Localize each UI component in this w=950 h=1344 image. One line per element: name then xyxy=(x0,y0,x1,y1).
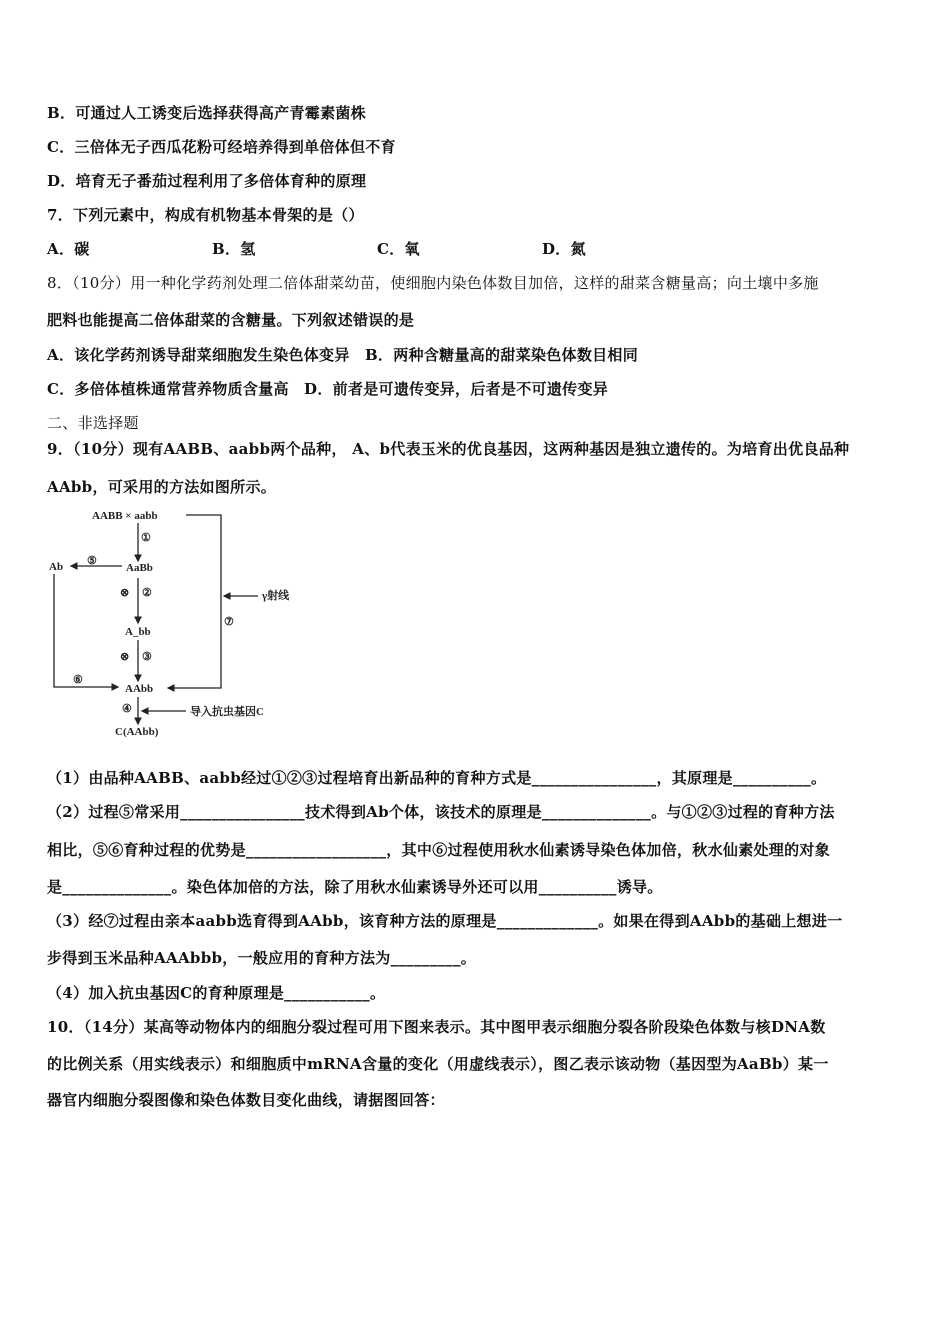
q9-part3-line2: 步得到玉米品种AAAbbb，一般应用的育种方法为_________。 xyxy=(47,949,477,967)
q8-stem-line2: 肥料也能提高二倍体甜菜的含糖量。下列叙述错误的是 xyxy=(47,311,415,329)
f1-label: AaBb xyxy=(126,562,153,574)
arrow-6 xyxy=(54,574,118,687)
arrow-7 xyxy=(168,515,221,688)
step-3-label: ③ xyxy=(142,651,152,663)
q6-option-c: C．三倍体无子西瓜花粉可经培养得到单倍体但不育 xyxy=(47,138,396,156)
selfing-icon: ⊗ xyxy=(120,651,130,663)
step-1-label: ① xyxy=(141,532,151,544)
selfing-icon: ⊗ xyxy=(120,587,130,599)
step-4-label: ④ xyxy=(122,703,132,715)
gamma-label: γ射线 xyxy=(262,590,290,602)
f2-label: A_bb xyxy=(125,626,151,638)
q9-stem-line2: AAbb，可采用的方法如图所示。 xyxy=(47,478,277,496)
parents-label: AABB × aabb xyxy=(92,510,158,522)
section-heading: 二、非选择题 xyxy=(47,414,139,432)
step-2-label: ② xyxy=(142,587,152,599)
q10-stem-line1: 10．（14分）某高等动物体内的细胞分裂过程可用下图来表示。其中图甲表示细胞分裂各阶段染色体数与核DNA数 xyxy=(47,1018,826,1036)
q9-part3-line1: （3）经⑦过程由亲本aabb选育得到AAbb，该育种方法的原理是_____________。如果在得到AAbb的基础上想进一 xyxy=(47,912,843,930)
q9-part2-line1: （2）过程⑤常采用________________技术得到Ab个体，该技术的原理是______________。与①②③过程的育种方法 xyxy=(47,803,835,821)
step-6-label: ⑥ xyxy=(73,674,83,686)
q9-stem-line1: 9．（10分）现有AABB、aabb两个品种， A、b代表玉米的优良基因，这两种基因是独立遗传的。为培育出优良品种 xyxy=(47,440,850,458)
q9-part1: （1）由品种AABB、aabb经过①②③过程培育出新品种的育种方式是________________，其原理是__________。 xyxy=(47,769,827,787)
q9-part4: （4）加入抗虫基因C的育种原理是___________。 xyxy=(47,984,386,1002)
q7-option-d: D．氮 xyxy=(542,240,586,258)
q10-stem-line3: 器官内细胞分裂图像和染色体数目变化曲线，请据图回答： xyxy=(47,1091,445,1109)
q9-part2-line3: 是______________。染色体加倍的方法，除了用秋水仙素诱导外还可以用__________诱导。 xyxy=(47,878,663,896)
insert-gene-label: 导入抗虫基因C xyxy=(190,706,264,718)
step-5-label: ⑤ xyxy=(87,555,97,567)
target-label: AAbb xyxy=(125,683,154,695)
q8-stem-line1: 8．（10分）用一种化学药剂处理二倍体甜菜幼苗，使细胞内染色体数目加倍，这样的甜菜含糖量高；向土壤中多施 xyxy=(47,274,819,292)
q7-option-b: B．氢 xyxy=(212,240,256,258)
q7-option-c: C．氧 xyxy=(377,240,420,258)
q6-option-d: D．培育无子番茄过程利用了多倍体育种的原理 xyxy=(47,172,367,190)
q10-stem-line2: 的比例关系（用实线表示）和细胞质中mRNA含量的变化（用虚线表示），图乙表示该动物（基因型为AaBb）某一 xyxy=(47,1055,829,1073)
final-label: C(AAbb) xyxy=(115,726,159,738)
q8-options-ab: A．该化学药剂诱导甜菜细胞发生染色体变异 B．两种含糖量高的甜菜染色体数目相同 xyxy=(47,346,639,364)
step-7-label: ⑦ xyxy=(224,616,234,628)
q8-options-cd: C．多倍体植株通常营养物质含量高 D．前者是可遗传变异，后者是不可遗传变异 xyxy=(47,380,609,398)
q6-option-b: B．可通过人工诱变后选择获得高产青霉素菌株 xyxy=(47,104,366,122)
q7-stem: 7．下列元素中，构成有机物基本骨架的是（） xyxy=(47,206,364,224)
haploid-label: Ab xyxy=(49,561,64,573)
q9-part2-line2: 相比，⑤⑥育种过程的优势是__________________，其中⑥过程使用秋水仙素诱导染色体加倍，秋水仙素处理的对象 xyxy=(47,841,831,859)
q7-option-a: A．碳 xyxy=(47,240,90,258)
